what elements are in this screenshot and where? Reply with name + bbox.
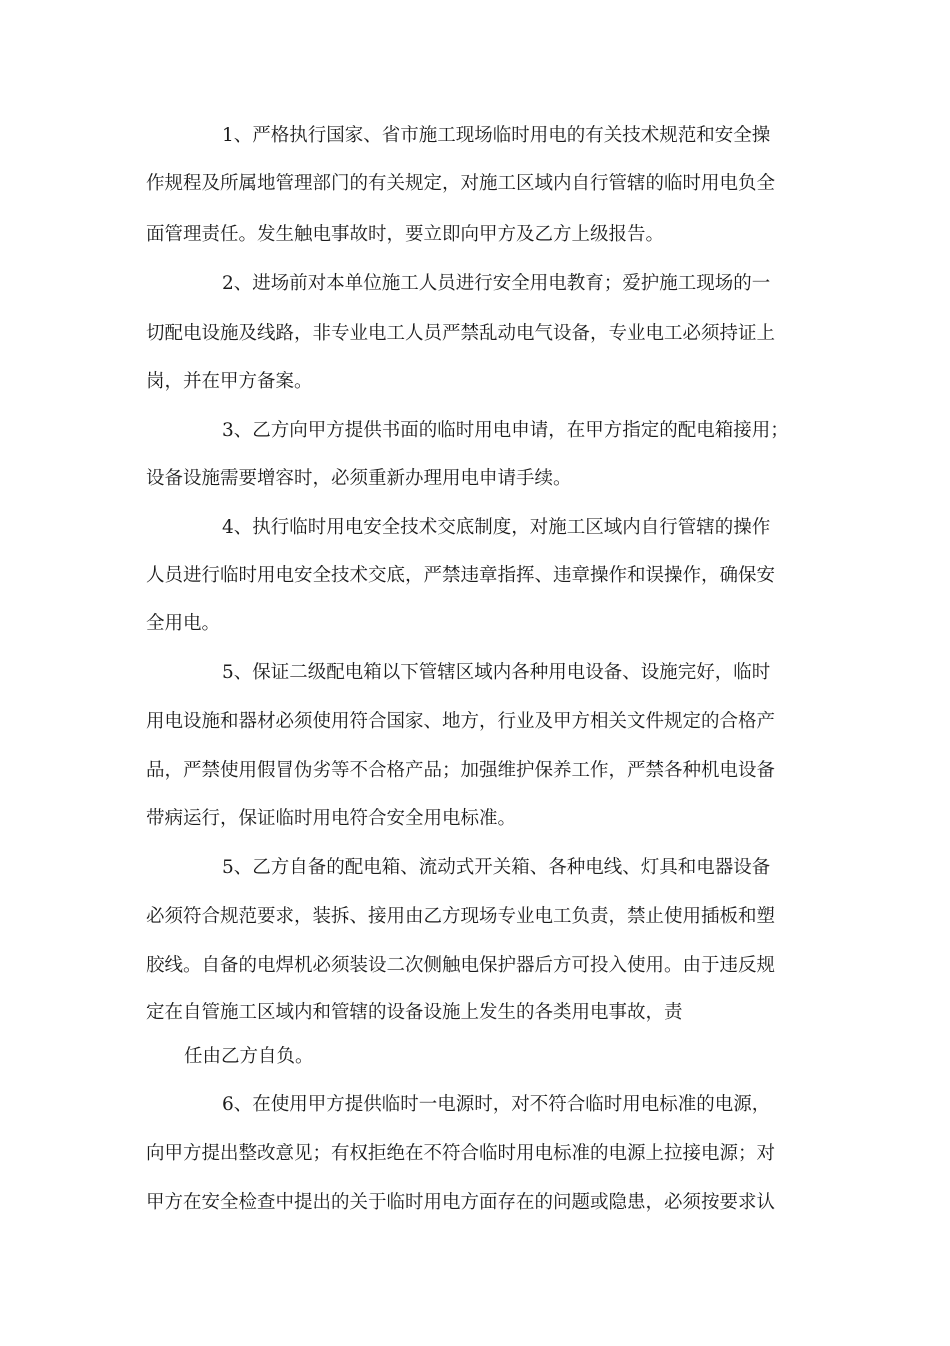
text-line-8: 设备设施需要增容时，必须重新办理用电申请手续。 — [146, 468, 572, 489]
text-line-7: 3、乙方向甲方提供书面的临时用电申请，在甲方指定的配电箱接用； — [222, 420, 789, 441]
text-line-10: 人员进行临时用电安全技术交底，严禁违章指挥、违章操作和误操作，确保安 — [146, 565, 776, 586]
text-line-14: 品，严禁使用假冒伪劣等不合格产品；加强维护保养工作，严禁各种机电设备 — [146, 760, 776, 781]
text-line-4: 2、进场前对本单位施工人员进行安全用电教育；爱护施工现场的一 — [222, 273, 771, 294]
text-line-18: 胶线。自备的电焊机必须装设二次侧触电保护器后方可投入使用。由于违反规 — [146, 955, 776, 976]
text-line-2: 作规程及所属地管理部门的有关规定，对施工区域内自行管辖的临时用电负全 — [146, 173, 776, 194]
text-line-11: 全用电。 — [146, 613, 221, 634]
text-line-21: 6、在使用甲方提供临时一电源时，对不符合临时用电标准的电源， — [222, 1094, 771, 1115]
text-line-19: 定在自管施工区域内和管辖的设备设施上发生的各类用电事故，责 — [146, 1002, 683, 1023]
text-line-12: 5、保证二级配电箱以下管辖区域内各种用电设备、设施完好，临时 — [222, 662, 771, 683]
text-line-17: 必须符合规范要求，装拆、接用由乙方现场专业电工负责，禁止使用插板和塑 — [146, 906, 776, 927]
text-line-9: 4、执行临时用电安全技术交底制度，对施工区域内自行管辖的操作 — [222, 517, 771, 538]
text-line-22: 向甲方提出整改意见；有权拒绝在不符合临时用电标准的电源上拉接电源；对 — [146, 1143, 776, 1164]
text-line-3: 面管理责任。发生触电事故时，要立即向甲方及乙方上级报告。 — [146, 224, 665, 245]
text-line-15: 带病运行，保证临时用电符合安全用电标准。 — [146, 808, 517, 829]
text-line-1: 1、严格执行国家、省市施工现场临时用电的有关技术规范和安全操 — [222, 125, 771, 146]
text-line-5: 切配电设施及线路，非专业电工人员严禁乱动电气设备，专业电工必须持证上 — [146, 323, 776, 344]
text-line-16: 5、乙方自备的配电箱、流动式开关箱、各种电线、灯具和电器设备 — [222, 857, 771, 878]
text-line-23: 甲方在安全检查中提出的关于临时用电方面存在的问题或隐患，必须按要求认 — [146, 1192, 776, 1213]
text-line-20: 任由乙方自负。 — [184, 1046, 314, 1067]
text-line-13: 用电设施和器材必须使用符合国家、地方，行业及甲方相关文件规定的合格产 — [146, 711, 776, 732]
text-line-6: 岗，并在甲方备案。 — [146, 371, 313, 392]
